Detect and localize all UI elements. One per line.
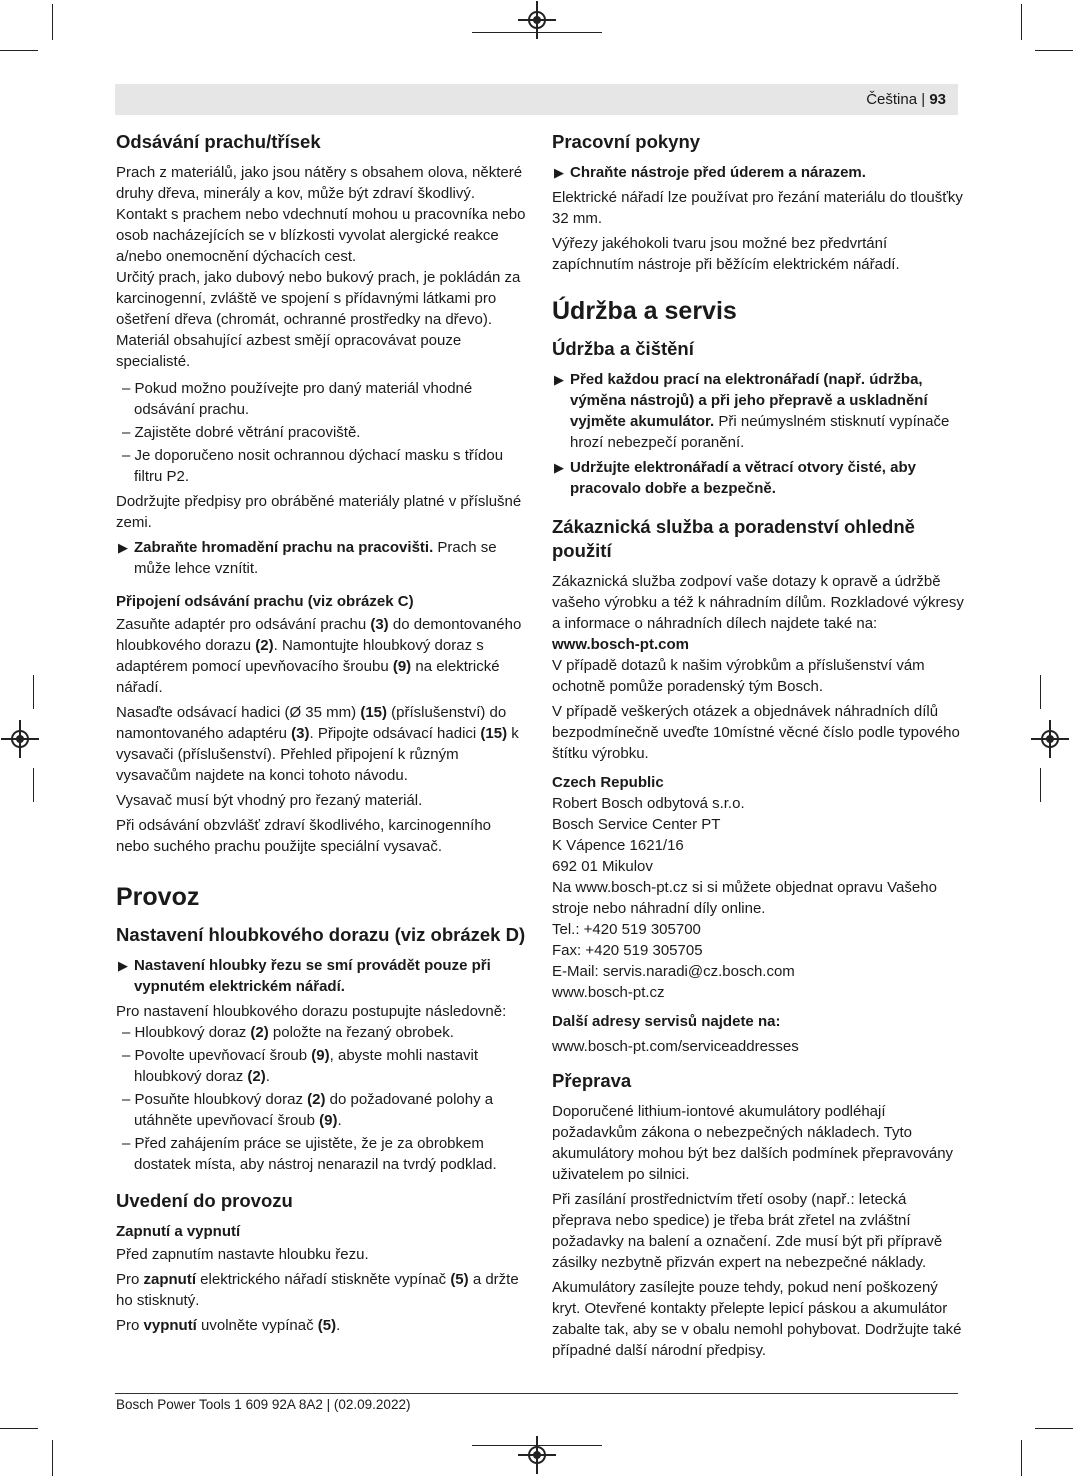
warning-triangle-icon: ▶ [554,165,564,180]
address-line: Bosch Service Center PT [552,816,721,833]
left-column [116,130,526,1340]
warning-bold: Nastavení hloubky řezu se smí provádět pouze při vypnutém elektrickém nářadí. [134,957,491,995]
paragraph: Akumulátory zasílejte pouze tehdy, pokud není poškozený kryt. Otevřené kontakty přelepte lepicí páskou a akumulátor zabalte tak, aby se v obalu nemohl pohybovat. Dodržujte také případné další národní předpisy. [552,1279,962,1359]
crop-mark-tr-v [1021,4,1022,40]
crop-mark-tl-v [52,4,53,40]
section-title-provoz: Provoz [116,883,200,911]
crop-mark-bl-v [52,1440,53,1476]
crop-mark-bl-h [0,1428,38,1429]
more-addresses-title: Další adresy servisů najdete na: [552,1013,781,1030]
warning-triangle-icon: ▶ [554,372,564,387]
paragraph: V případě veškerých otázek a objednávek náhradních dílů bezpodmínečně uveďte 10místné věcné číslo podle typového štítku výrobku. [552,703,960,762]
section-title-work: Pracovní pokyny [552,131,701,152]
list-item: – Posuňte hloubkový doraz (2) do požadované polohy a utáhněte upevňovací šroub (9). [122,1091,494,1129]
warning-triangle-icon: ▶ [118,540,128,555]
paragraph: Před zapnutím nastavte hloubku řezu. [116,1246,369,1263]
subsection-title-customer: Zákaznická služba a poradenství ohledně použití [552,516,915,561]
warning-bold: Před každou prací na elektronářadí (např. údržba, výměna nástrojů) a při jeho přepravě a uskladnění vyjměte akumulátor. [570,371,928,430]
list-item: – Je doporučeno nosit ochrannou dýchací masku s třídou filtru P2. [122,447,504,485]
paragraph: Elektrické nářadí lze používat pro řezání materiálu do tloušťky 32 mm. [552,189,963,227]
warning-bold: Zabraňte hromadění prachu na pracovišti. [134,539,434,556]
country-title: Czech Republic [552,774,664,791]
phone: Tel.: +420 519 305700 [552,921,701,938]
paragraph: V případě dotazů k našim výrobkům a příslušenství vám ochotně pomůže poradenský tým Bosch. [552,657,925,695]
subsection-title-start: Uvedení do provozu [116,1190,293,1211]
crop-mark-ml-v2 [33,768,34,802]
page-number: 93 [929,91,946,108]
crop-mark-br-v [1021,1440,1022,1476]
page-header [115,84,958,115]
subsection-title-onoff: Zapnutí a vypnutí [116,1223,241,1240]
paragraph: Výřezy jakéhokoli tvaru jsou možné bez předvrtání zapíchnutím nástroje při běžícím elektrickém nářadí. [552,235,900,273]
subsection-title-clean: Údržba a čištění [552,338,694,359]
registration-target-icon [528,1446,546,1464]
list-item: – Před zahájením práce se ujistěte, že je za obrobkem dostatek místa, aby nástroj nenarazil na tvrdý podklad. [122,1135,497,1173]
warning-item [116,955,526,997]
address-line: Robert Bosch odbytová s.r.o. [552,795,745,812]
paragraph: Při zasílání prostřednictvím třetí osoby (např.: letecká přeprava nebo spedice) je třeba brát zřetel na zvláštní požadavky na balení a označení. Zde musí být při přípravě zásilky nezbytně přizván expert na nebezpečné náklady. [552,1191,943,1271]
address-line: Na www.bosch-pt.cz si si můžete objednat opravu Vašeho stroje nebo náhradní díly online. [552,879,937,917]
paragraph: Dodržujte předpisy pro obráběné materiály platné v příslušné zemi. [116,493,522,531]
header-label: Čeština | 93 [866,91,946,108]
registration-target-icon [528,11,546,29]
crop-mark-ml-v [33,675,34,709]
list-item: – Povolte upevňovací šroub (9), abyste mohli nastavit hloubkový doraz (2). [122,1047,479,1085]
warning-item [552,369,964,453]
footer-text: Bosch Power Tools 1 609 92A 8A2 | (02.09.2022) [116,1397,411,1412]
paragraph: Zákaznická služba zodpoví vaše dotazy k opravě a údržbě vašeho výrobku a též k náhradním dílům. Rozkladové výkresy a informace o náhradních dílech najdete také na: [552,573,964,632]
crop-mark-tr-h [1035,50,1073,51]
crop-mark-br-h [1035,1428,1073,1429]
paragraph: Nasaďte odsávací hadici (Ø 35 mm) (15) (příslušenství) do namontovaného adaptéru (3). Připojte odsávací hadici (15) k vysavači (příslušenství). Přehled připojení k různým vysavačům najdete na konci tohoto návodu. [116,704,519,784]
paragraph: Pro zapnutí elektrického nářadí stiskněte vypínač (5) a držte ho stisknutý. [116,1271,519,1309]
footer-divider [115,1393,958,1394]
list-item: – Hloubkový doraz (2) položte na řezaný obrobek. [122,1024,454,1041]
list-item: – Pokud možno používejte pro daný materiál vhodné odsávání prachu. [122,380,473,418]
paragraph: Zasuňte adaptér pro odsávání prachu (3) do demontovaného hloubkového dorazu (2). Namontujte hloubkový doraz s adaptérem pomocí upevňovacího šroubu (9) na elektrické nářadí. [116,616,522,696]
warning-item [116,537,526,579]
warning-item [552,457,964,499]
paragraph: Prach z materiálů, jako jsou nátěry s obsahem olova, některé druhy dřeva, minerály a kov, může být zdraví škodlivý. Kontakt s prachem nebo vdechnutí mohou u pracovníka nebo osob nacházejících se v blízkosti vyvolat alergické reakce a/nebo onemocnění dýchacích cest. [116,164,526,265]
dust-list [116,378,526,487]
registration-target-icon [1041,730,1059,748]
paragraph: Pro vypnutí uvolněte vypínač (5). [116,1317,341,1334]
warning-bold: Chraňte nástroje před úderem a nárazem. [570,164,866,181]
header-language: Čeština [866,91,918,108]
subsection-title-connect: Připojení odsávání prachu (viz obrázek C) [116,593,414,610]
right-column [552,130,964,1365]
depth-steps [116,1022,526,1175]
fax: Fax: +420 519 305705 [552,942,703,959]
paragraph: Určitý prach, jako dubový nebo bukový prach, je pokládán za karcinogenní, zvláště ve spojení s přídavnými látkami pro ošetření dřeva (chromát, ochranné prostředky na dřevo). Materiál obsahující azbest smějí opracovávat pouze specialisté. [116,269,521,370]
paragraph: Pro nastavení hloubkového dorazu postupujte následovně: [116,1003,507,1020]
section-title-dust: Odsávání prachu/třísek [116,131,321,152]
address-line: K Vápence 1621/16 [552,837,684,854]
crop-mark-mr-v [1040,675,1041,709]
warning-text: Prach se může lehce vznítit. [134,539,497,577]
subsection-title-depth: Nastavení hloubkového dorazu (viz obrázek D) [116,924,526,945]
paragraph: Vysavač musí být vhodný pro řezaný materiál. [116,792,423,809]
section-title-transport: Přeprava [552,1070,632,1091]
crop-mark-tl-h [0,50,38,51]
warning-item [552,162,964,183]
address-line: 692 01 Mikulov [552,858,653,875]
paragraph: Při odsávání obzvlášť zdraví škodlivého, karcinogenního nebo suchého prachu použijte speciální vysavač. [116,817,491,855]
email[interactable]: E-Mail: servis.naradi@cz.bosch.com [552,963,795,980]
warning-triangle-icon: ▶ [554,460,564,475]
warning-text: Při neúmyslném stisknutí vypínače hrozí nebezpečí poranění. [570,413,950,451]
warning-triangle-icon: ▶ [118,958,128,973]
website-link[interactable]: www.bosch-pt.cz [552,984,665,1001]
paragraph: Doporučené lithium-iontové akumulátory podléhají požadavkům zákona o nebezpečných nákladech. Tyto akumulátory mohou být bez dalších podmínek přepravovány uživatelem po silnici. [552,1103,954,1183]
crop-mark-mr-v2 [1040,768,1041,802]
section-title-service: Údržba a servis [552,297,737,325]
service-url[interactable]: www.bosch-pt.com [552,636,689,653]
registration-target-icon [11,730,29,748]
list-item: – Zajistěte dobré větrání pracoviště. [122,424,361,441]
warning-bold: Udržujte elektronářadí a větrací otvory čisté, aby pracovalo dobře a bezpečně. [570,459,916,497]
service-addresses-link[interactable]: www.bosch-pt.com/serviceaddresses [552,1038,799,1055]
